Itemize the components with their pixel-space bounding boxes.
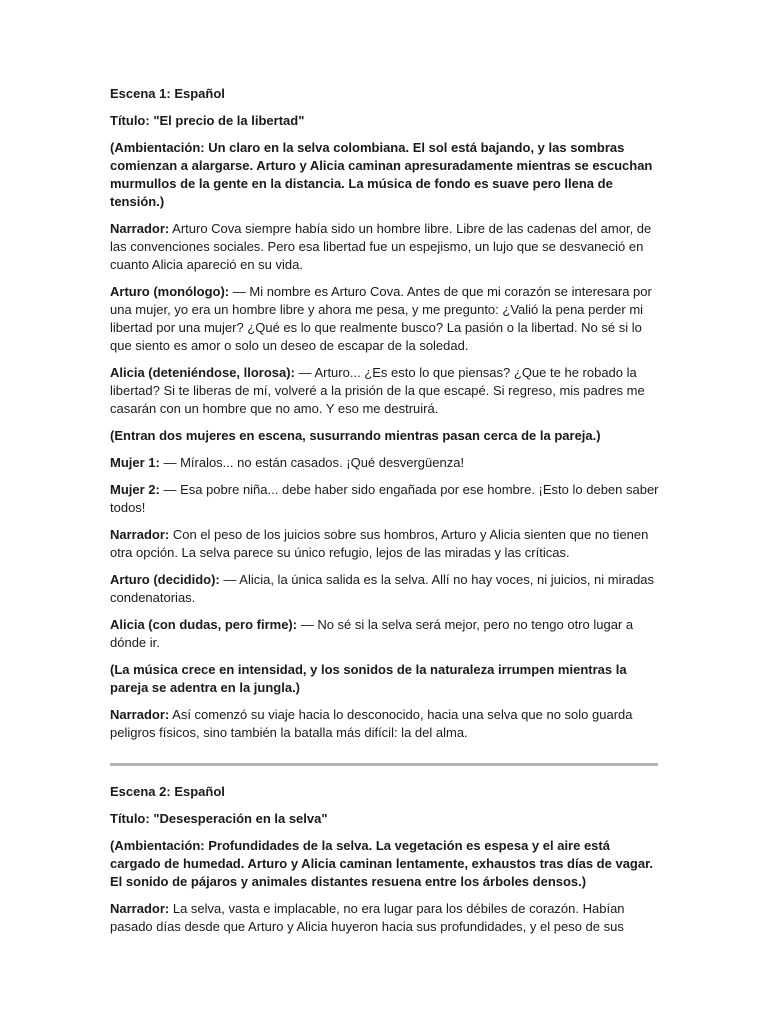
- dialogue-line: [110, 454, 660, 472]
- speaker-label: Arturo (decidido):: [110, 572, 220, 587]
- scene-title: Título: "El precio de la libertad": [110, 113, 305, 128]
- document-content: [110, 85, 660, 945]
- stage-direction: (La música crece en intensidad, y los sonidos de la naturaleza irrumpen mientras la pareja se adentra en la jungla.): [110, 662, 627, 695]
- dialogue-text: — Alicia, la única salida es la selva. Allí no hay voces, ni juicios, ni miradas condenatorias.: [110, 572, 655, 605]
- scene-heading: Escena 1: Español: [110, 86, 225, 101]
- dialogue-line: [110, 571, 660, 607]
- scene-divider: [110, 763, 658, 766]
- dialogue-line: [110, 364, 660, 418]
- dialogue-text: — Mi nombre es Arturo Cova. Antes de que mi corazón se interesara por una mujer, yo era un hombre libre y ahora me pesa, y me pregunto: ¿Valió la pena perder mi libertad por una mujer? ¿Qué es lo que realmente busco? La pasión o la libertad. No sé si lo que siento es amor o solo un deseo de escapar de la soledad.: [110, 284, 652, 353]
- dialogue-text: — Esa pobre niña... debe haber sido engañada por ese hombre. ¡Esto lo deben saber todos!: [110, 482, 659, 515]
- speaker-label: Mujer 1:: [110, 455, 160, 470]
- speaker-label: Narrador:: [110, 221, 170, 236]
- speaker-label: Alicia (con dudas, pero firme):: [110, 617, 298, 632]
- speaker-label: Arturo (monólogo):: [110, 284, 230, 299]
- stage-setting: (Ambientación: Un claro en la selva colombiana. El sol está bajando, y las sombras comienzan a alargarse. Arturo y Alicia caminan apresuradamente mientras se escuchan murmullos de la gente en la distancia. La música de fondo es suave pero llena de tensión.): [110, 140, 653, 209]
- dialogue-line: [110, 706, 660, 742]
- speaker-label: Narrador:: [110, 707, 170, 722]
- speaker-label: Narrador:: [110, 527, 170, 542]
- dialogue-line: [110, 283, 660, 355]
- speaker-label: Mujer 2:: [110, 482, 160, 497]
- dialogue-line: [110, 481, 660, 517]
- dialogue-text: — Míralos... no están casados. ¡Qué desvergüenza!: [159, 455, 465, 470]
- dialogue-line: [110, 616, 660, 652]
- dialogue-text: — No sé si la selva será mejor, pero no tengo otro lugar a dónde ir.: [110, 617, 634, 650]
- dialogue-line: [110, 220, 660, 274]
- dialogue-text: Así comenzó su viaje hacia lo desconocido, hacia una selva que no solo guarda peligros físicos, sino también la batalla más difícil: la del alma.: [110, 707, 633, 740]
- dialogue-text: Con el peso de los juicios sobre sus hombros, Arturo y Alicia sienten que no tienen otra opción. La selva parece su único refugio, lejos de las miradas y las críticas.: [110, 527, 649, 560]
- scene-heading: Escena 2: Español: [110, 784, 225, 799]
- dialogue-text: La selva, vasta e implacable, no era lugar para los débiles de corazón. Habían pasado días desde que Arturo y Alicia huyeron hacia sus profundidades, y el peso de sus: [110, 901, 625, 934]
- speaker-label: Narrador:: [110, 901, 170, 916]
- stage-direction: (Entran dos mujeres en escena, susurrando mientras pasan cerca de la pareja.): [110, 428, 601, 443]
- dialogue-line: [110, 900, 660, 936]
- speaker-label: Alicia (deteniéndose, llorosa):: [110, 365, 295, 380]
- dialogue-text: Arturo Cova siempre había sido un hombre libre. Libre de las cadenas del amor, de las convenciones sociales. Pero esa libertad fue un espejismo, un lujo que se desvaneció en cuanto Alicia apareció en su vida.: [110, 221, 652, 272]
- dialogue-line: [110, 526, 660, 562]
- scene-title: Título: "Desesperación en la selva": [110, 811, 328, 826]
- stage-setting: (Ambientación: Profundidades de la selva. La vegetación es espesa y el aire está cargado de humedad. Arturo y Alicia caminan lentamente, exhaustos tras días de vagar. El sonido de pájaros y animales distantes resuena entre los árboles densos.): [110, 838, 654, 889]
- dialogue-text: — Arturo... ¿Es esto lo que piensas? ¿Que te he robado la libertad? Si te liberas de mí, volveré a la prisión de la que escapé. Si regreso, mis padres me casarán con un hombre que no amo. Y eso me destruirá.: [110, 365, 645, 416]
